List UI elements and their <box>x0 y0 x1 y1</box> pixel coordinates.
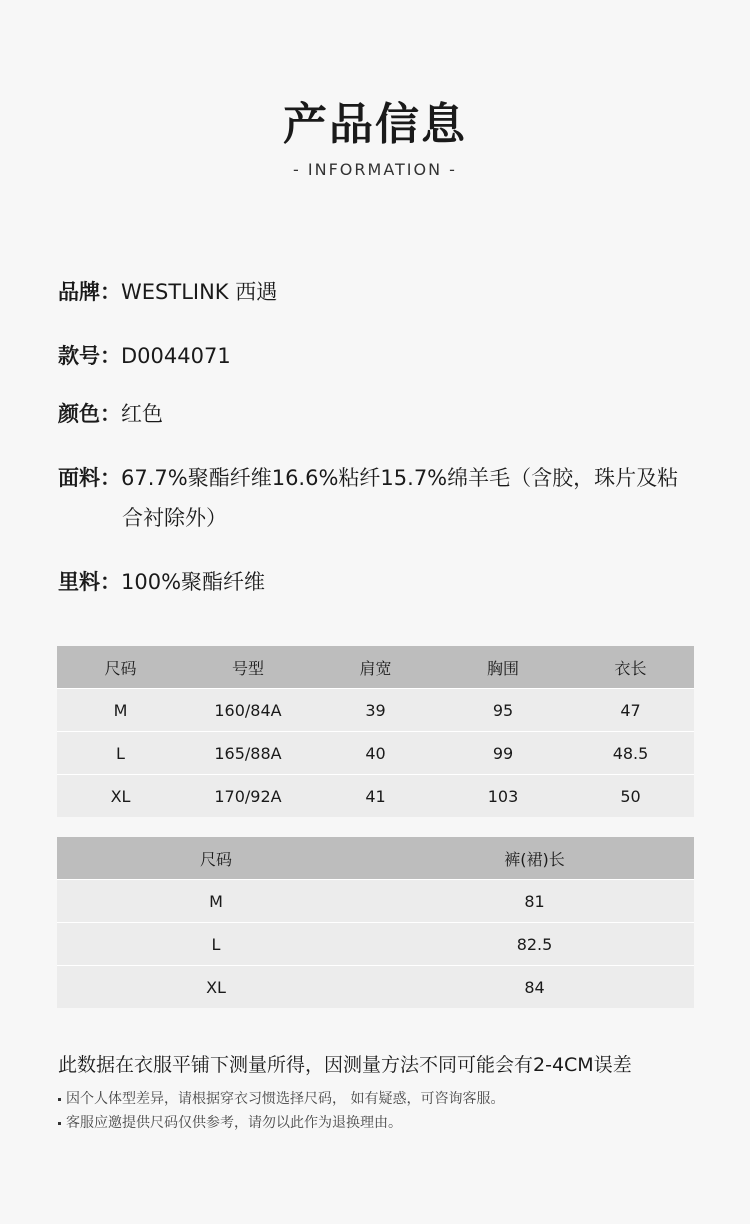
header-size: 尺码 <box>57 837 375 880</box>
style-no-label: 款号： <box>58 344 121 368</box>
table-row <box>57 689 694 732</box>
note-text: 客服应邀提供尺码仅供参考，请勿以此作为退换理由。 <box>66 1115 402 1131</box>
table-cell: L <box>57 732 184 775</box>
table-cell: 84 <box>375 966 694 1009</box>
lining-row <box>58 562 708 602</box>
table-cell: 82.5 <box>375 923 694 966</box>
header-size: 尺码 <box>57 646 184 689</box>
brand-label: 品牌： <box>58 280 121 304</box>
header-length: 衣长 <box>567 646 694 689</box>
measurement-note: 此数据在衣服平铺下测量所得，因测量方法不同可能会有2-4CM误差 <box>58 1054 632 1076</box>
table-row <box>57 966 694 1009</box>
table-header-row <box>57 837 694 880</box>
size-table-bottom <box>57 837 694 1008</box>
table-cell: 50 <box>567 775 694 818</box>
size-table-top <box>57 646 694 817</box>
brand-value: WESTLINK 西遇 <box>121 280 278 304</box>
table-cell: 170/92A <box>184 775 312 818</box>
color-value: 红色 <box>121 402 163 426</box>
note-text: 因个人体型差异，请根据穿衣习惯选择尺码， 如有疑惑，可咨询客服。 <box>66 1091 505 1107</box>
brand-row <box>58 272 708 312</box>
table-cell: 165/88A <box>184 732 312 775</box>
table-cell: 48.5 <box>567 732 694 775</box>
table-row <box>57 775 694 818</box>
table-cell: XL <box>57 966 375 1009</box>
bullet-icon <box>58 1122 61 1125</box>
note-item <box>58 1088 504 1108</box>
lining-value: 100%聚酯纤维 <box>121 570 266 594</box>
style-no-value: D0044071 <box>121 344 231 368</box>
table-header-row <box>57 646 694 689</box>
page-subtitle: - INFORMATION - <box>293 160 457 179</box>
page-title: 产品信息 <box>283 99 467 150</box>
table-cell: XL <box>57 775 184 818</box>
lining-label: 里料： <box>58 570 121 594</box>
fabric-label: 面料： <box>58 466 121 490</box>
header-bust: 胸围 <box>439 646 567 689</box>
table-cell: 39 <box>312 689 439 732</box>
table-cell: 103 <box>439 775 567 818</box>
table-cell: 47 <box>567 689 694 732</box>
table-cell: 40 <box>312 732 439 775</box>
note-item <box>58 1112 402 1132</box>
table-cell: M <box>57 689 184 732</box>
table-cell: 41 <box>312 775 439 818</box>
table-cell: 81 <box>375 880 694 923</box>
header-fit: 号型 <box>184 646 312 689</box>
color-row <box>58 394 708 434</box>
fabric-row <box>58 458 708 530</box>
table-cell: 160/84A <box>184 689 312 732</box>
bullet-icon <box>58 1098 61 1101</box>
color-label: 颜色： <box>58 402 121 426</box>
table-cell: 99 <box>439 732 567 775</box>
table-row <box>57 880 694 923</box>
table-cell: M <box>57 880 375 923</box>
fabric-value-continued: 合衬除外） <box>122 506 227 530</box>
table-cell: 95 <box>439 689 567 732</box>
style-no-row <box>58 336 708 376</box>
table-row <box>57 923 694 966</box>
header-pants-length: 裤(裙)长 <box>375 837 694 880</box>
table-row <box>57 732 694 775</box>
fabric-value: 67.7%聚酯纤维16.6%粘纤15.7%绵羊毛（含胶，珠片及粘 <box>121 466 679 490</box>
table-cell: L <box>57 923 375 966</box>
header-shoulder: 肩宽 <box>312 646 439 689</box>
